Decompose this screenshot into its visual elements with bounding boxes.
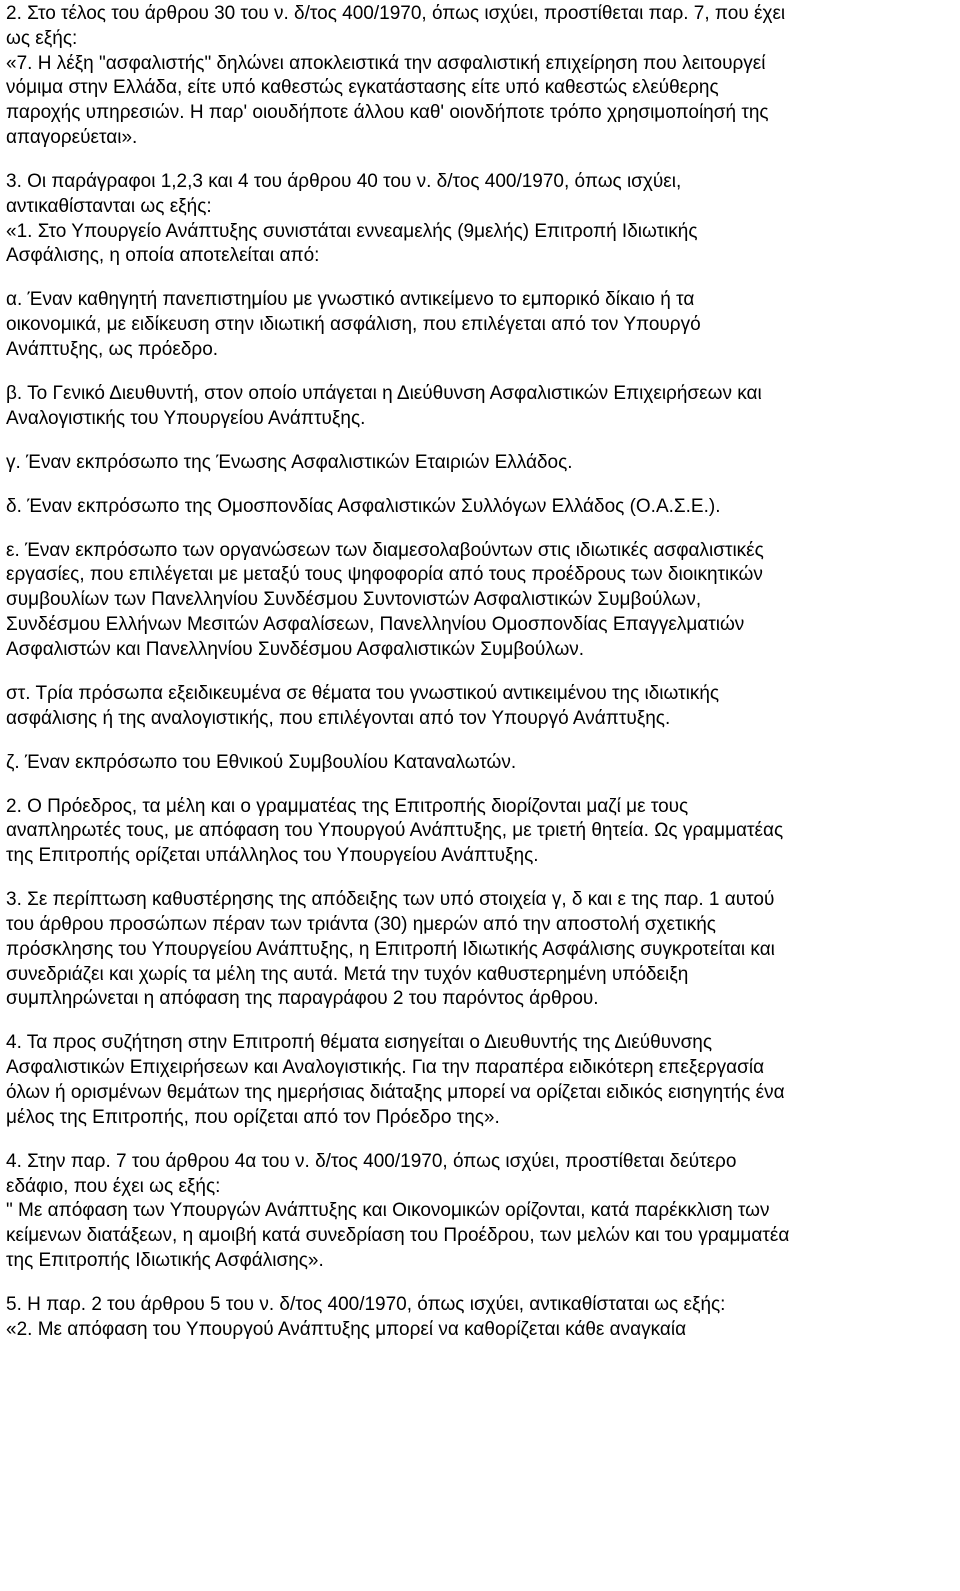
text-line: αντικαθίστανται ως εξής: xyxy=(6,195,212,217)
text-line: ζ. Έναν εκπρόσωπο του Εθνικού Συμβουλίου Καταναλωτών. xyxy=(6,751,517,773)
text-line: 5. Η παρ. 2 του άρθρου 5 του ν. δ/τος 400/1970, όπως ισχύει, αντικαθίσταται ως εξής: xyxy=(6,1293,726,1315)
text-line: 4. Στην παρ. 7 του άρθρου 4α του ν. δ/τος 400/1970, όπως ισχύει, προστίθεται δεύτερο xyxy=(6,1150,737,1172)
text-line: ως εξής: xyxy=(6,27,78,49)
text-line: α. Έναν καθηγητή πανεπιστημίου με γνωστικό αντικείμενο το εμπορικό δίκαιο ή τα xyxy=(6,289,695,311)
paragraph-item-b xyxy=(6,382,952,432)
text-line: 3. Σε περίπτωση καθυστέρησης της απόδειξης των υπό στοιχεία γ, δ και ε της παρ. 1 αυτού xyxy=(6,889,775,911)
text-line: Συνδέσμου Ελλήνων Μεσιτών Ασφαλίσεων, Πανελληνίου Ομοσπονδίας Επαγγελματιών xyxy=(6,614,745,636)
text-line: 2. Στο τέλος του άρθρου 30 του ν. δ/τος 400/1970, όπως ισχύει, προστίθεται παρ. 7, που έχει xyxy=(6,3,786,24)
paragraph-item-a xyxy=(6,288,952,362)
text-line: αναπληρωτές τους, με απόφαση του Υπουργού Ανάπτυξης, με τριετή θητεία. Ως γραμματέας xyxy=(6,820,784,842)
text-line: νόμιμα στην Ελλάδα, είτε υπό καθεστώς εγκατάστασης είτε υπό καθεστώς ελεύθερης xyxy=(6,77,719,99)
text-line: οικονομικά, με ειδίκευση στην ιδιωτική ασφάλιση, που επιλέγεται από τον Υπουργό xyxy=(6,314,701,336)
paragraph-article-40 xyxy=(6,170,952,269)
text-line: Ασφάλισης, η οποία αποτελείται από: xyxy=(6,245,320,267)
text-line: μέλος της Επιτροπής, που ορίζεται από τον Πρόεδρο της». xyxy=(6,1106,500,1128)
text-line: ασφάλισης ή της αναλογιστικής, που επιλέγονται από τον Υπουργό Ανάπτυξης. xyxy=(6,707,671,729)
text-line: γ. Έναν εκπρόσωπο της Ένωσης Ασφαλιστικών Εταιριών Ελλάδος. xyxy=(6,451,573,473)
text-line: εργασίες, που επιλέγεται με μεταξύ τους ψηφοφορία από τους προέδρους των διοικητικών xyxy=(6,564,763,586)
text-line: Ασφαλιστικών Επιχειρήσεων και Αναλογιστικής. Για την παραπέρα ειδικότερη επεξεργασία xyxy=(6,1057,765,1079)
paragraph-item-st xyxy=(6,682,952,732)
text-line: «7. Η λέξη "ασφαλιστής" δηλώνει αποκλειστικά την ασφαλιστική επιχείρηση που λειτουργεί xyxy=(6,52,766,74)
text-line: Αναλογιστικής του Υπουργείου Ανάπτυξης. xyxy=(6,407,366,429)
text-line: 2. Ο Πρόεδρος, τα μέλη και ο γραμματέας της Επιτροπής διορίζονται μαζί με τους xyxy=(6,795,689,817)
text-line: " Με απόφαση των Υπουργών Ανάπτυξης και Οικονομικών ορίζονται, κατά παρέκκλιση των xyxy=(6,1200,770,1222)
text-line: 3. Οι παράγραφοι 1,2,3 και 4 του άρθρου 40 του ν. δ/τος 400/1970, όπως ισχύει, xyxy=(6,170,682,192)
text-line: πρόσκλησης του Υπουργείου Ανάπτυξης, η Επιτροπή Ιδιωτικής Ασφάλισης συγκροτείται και xyxy=(6,938,775,960)
text-line: της Επιτροπής Ιδιωτικής Ασφάλισης». xyxy=(6,1249,324,1271)
document-body xyxy=(6,2,952,1343)
text-line: 4. Τα προς συζήτηση στην Επιτροπή θέματα εισηγείται ο Διευθυντής της Διεύθυνσης xyxy=(6,1032,713,1054)
text-line: εδάφιο, που έχει ως εξής: xyxy=(6,1175,221,1197)
text-line: συμπληρώνεται η απόφαση της παραγράφου 2 του παρόντος άρθρου. xyxy=(6,988,599,1010)
text-line: Ασφαλιστών και Πανελληνίου Συνδέσμου Ασφαλιστικών Συμβούλων. xyxy=(6,638,585,660)
paragraph-item-g xyxy=(6,451,952,476)
paragraph-article-5 xyxy=(6,1293,952,1343)
text-line: β. Το Γενικό Διευθυντή, στον οποίο υπάγεται η Διεύθυνση Ασφαλιστικών Επιχειρήσεων και xyxy=(6,382,762,404)
text-line: ε. Έναν εκπρόσωπο των οργανώσεων των διαμεσολαβούντων στις ιδιωτικές ασφαλιστικές xyxy=(6,539,764,561)
text-line: δ. Έναν εκπρόσωπο της Ομοσπονδίας Ασφαλιστικών Συλλόγων Ελλάδος (Ο.Α.Σ.Ε.). xyxy=(6,495,721,517)
paragraph-item-e xyxy=(6,539,952,663)
paragraph-section-4 xyxy=(6,1031,952,1130)
paragraph-article-4a xyxy=(6,1150,952,1274)
text-line: συνεδριάζει και χωρίς τα μέλη της αυτά. Μετά την τυχόν καθυστερημένη υπόδειξη xyxy=(6,963,689,985)
text-line: κείμενων διατάξεων, η αμοιβή κατά συνεδρίαση του Προέδρου, των μελών και του γραμματέα xyxy=(6,1225,790,1247)
text-line: συμβουλίων των Πανελληνίου Συνδέσμου Συντονιστών Ασφαλιστικών Συμβούλων, xyxy=(6,589,702,611)
paragraph-item-z xyxy=(6,751,952,776)
paragraph-section-3 xyxy=(6,888,952,1012)
text-line: απαγορεύεται». xyxy=(6,126,138,148)
text-line: στ. Τρία πρόσωπα εξειδικευμένα σε θέματα του γνωστικού αντικειμένου της ιδιωτικής xyxy=(6,682,720,704)
text-line: της Επιτροπής ορίζεται υπάλληλος του Υπουργείου Ανάπτυξης. xyxy=(6,845,539,867)
text-line: όλων ή ορισμένων θεμάτων της ημερήσιας διάταξης μπορεί να ορίζεται ειδικός εισηγητής ένα xyxy=(6,1081,785,1103)
text-line: «2. Με απόφαση του Υπουργού Ανάπτυξης μπορεί να καθορίζεται κάθε αναγκαία xyxy=(6,1318,687,1340)
paragraph-section-2 xyxy=(6,795,952,869)
paragraph-item-d xyxy=(6,495,952,520)
text-line: «1. Στο Υπουργείο Ανάπτυξης συνιστάται εννεαμελής (9μελής) Επιτροπή Ιδιωτικής xyxy=(6,220,698,242)
paragraph-article-30 xyxy=(6,2,952,151)
text-line: του άρθρου προσώπων πέραν των τριάντα (30) ημερών από την αποστολή σχετικής xyxy=(6,913,716,935)
text-line: Ανάπτυξης, ως πρόεδρο. xyxy=(6,338,219,360)
text-line: παροχής υπηρεσιών. Η παρ' οιουδήποτε άλλου καθ' οιονδήποτε τρόπο χρησιμοποίησή της xyxy=(6,102,769,124)
